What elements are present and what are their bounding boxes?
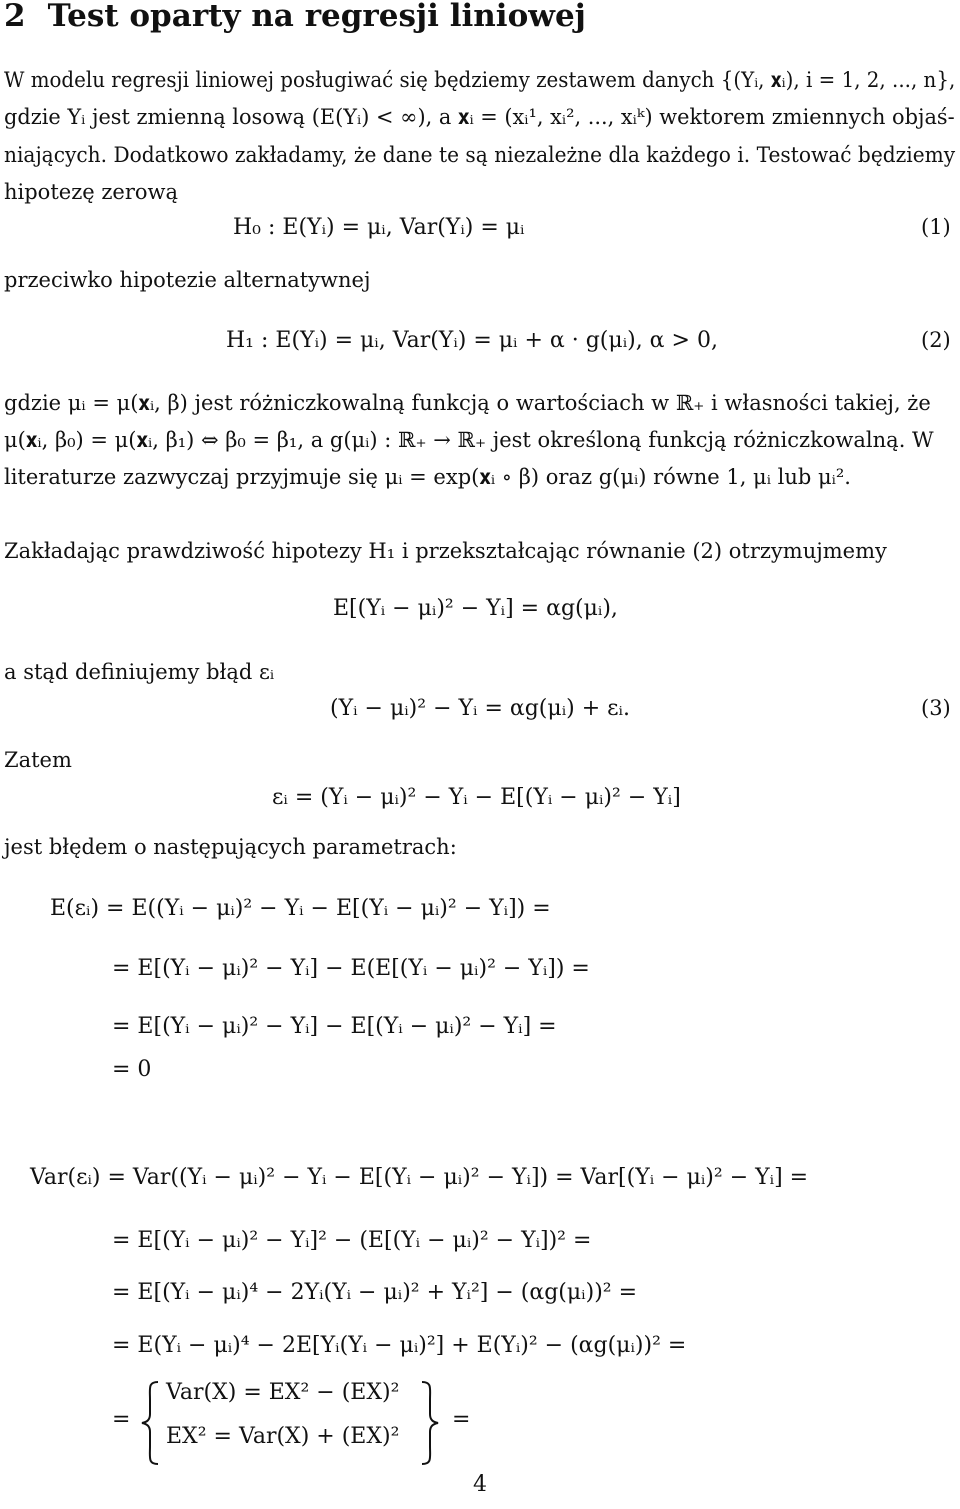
paragraph-1-line-3: niających. Dodatkowo zakładamy, że dane te są niezależne dla każdego i. Testować będziemy	[4, 143, 956, 167]
variance-line-3: = E[(Yᵢ − μᵢ)⁴ − 2Yᵢ(Yᵢ − μᵢ)² + Yᵢ²] − (αg(μᵢ))² =	[112, 1280, 638, 1305]
brace-block-prefix: =	[112, 1407, 131, 1432]
brace-block-line-2: EX² = Var(X) + (EX)²	[166, 1424, 400, 1449]
equation-epsilon: εᵢ = (Yᵢ − μᵢ)² − Yᵢ − E[(Yᵢ − μᵢ)² − Yᵢ]	[272, 785, 681, 810]
equation-2: H₁ : E(Yᵢ) = μᵢ, Var(Yᵢ) = μᵢ + α · g(μᵢ), α > 0,	[226, 328, 718, 353]
section-title: Test oparty na regresji liniowej	[47, 0, 586, 34]
expectation-line-3: = E[(Yᵢ − μᵢ)² − Yᵢ] − E[(Yᵢ − μᵢ)² − Yᵢ] =	[112, 1014, 557, 1039]
alternative-hypothesis-label: przeciwko hipotezie alternatywnej	[4, 268, 371, 292]
brace-block-suffix: =	[452, 1407, 471, 1432]
brace-block-line-1: Var(X) = EX² − (EX)²	[166, 1380, 400, 1405]
equation-2-number: (2)	[921, 328, 951, 352]
paragraph-2-line-1: gdzie μᵢ = μ(𝐱ᵢ, β) jest różniczkowalną funkcją o wartościach w ℝ₊ i własności takiej, że	[4, 391, 931, 415]
equation-3-number: (3)	[921, 696, 951, 720]
variance-line-4: = E(Yᵢ − μᵢ)⁴ − 2E[Yᵢ(Yᵢ − μᵢ)²] + E(Yᵢ)² − (αg(μᵢ))² =	[112, 1333, 687, 1358]
equation-1-number: (1)	[921, 215, 951, 239]
paragraph-1-line-2: gdzie Yᵢ jest zmienną losową (E(Yᵢ) < ∞), a 𝐱ᵢ = (xᵢ¹, xᵢ², ..., xᵢᵏ) wektorem zmiennych objaś-	[4, 105, 955, 129]
left-brace	[138, 1380, 162, 1466]
expectation-line-2: = E[(Yᵢ − μᵢ)² − Yᵢ] − E(E[(Yᵢ − μᵢ)² − Yᵢ]) =	[112, 956, 590, 981]
parameters-label: jest błędem o następujących parametrach:	[4, 835, 457, 859]
section-heading	[4, 0, 586, 34]
paragraph-1-line-4: hipotezę zerową	[4, 180, 179, 204]
paragraph-2-line-2: μ(𝐱ᵢ, β₀) = μ(𝐱ᵢ, β₁) ⇔ β₀ = β₁, a g(μᵢ) : ℝ₊ → ℝ₊ jest określoną funkcją różniczkowalną. W	[4, 428, 934, 452]
paragraph-2-line-3: literaturze zazwyczaj przyjmuje się μᵢ = exp(𝐱ᵢ ∘ β) oraz g(μᵢ) równe 1, μᵢ lub μᵢ².	[4, 465, 851, 489]
page-number: 4	[473, 1472, 487, 1497]
equation-expectation: E[(Yᵢ − μᵢ)² − Yᵢ] = αg(μᵢ),	[333, 596, 618, 621]
variance-line-1: Var(εᵢ) = Var((Yᵢ − μᵢ)² − Yᵢ − E[(Yᵢ − μᵢ)² − Yᵢ]) = Var[(Yᵢ − μᵢ)² − Yᵢ] =	[30, 1165, 809, 1190]
equation-3: (Yᵢ − μᵢ)² − Yᵢ = αg(μᵢ) + εᵢ.	[330, 696, 630, 721]
paragraph-3: Zakładając prawdziwość hipotezy H₁ i przekształcając równanie (2) otrzymujmemy	[4, 539, 887, 563]
expectation-line-4: = 0	[112, 1057, 152, 1082]
error-definition-label: a stąd definiujemy błąd εᵢ	[4, 660, 275, 684]
zatem-label: Zatem	[4, 748, 72, 772]
section-number: 2	[4, 0, 26, 34]
expectation-line-1: E(εᵢ) = E((Yᵢ − μᵢ)² − Yᵢ − E[(Yᵢ − μᵢ)² − Yᵢ]) =	[50, 896, 551, 921]
variance-line-2: = E[(Yᵢ − μᵢ)² − Yᵢ]² − (E[(Yᵢ − μᵢ)² − Yᵢ])² =	[112, 1228, 592, 1253]
right-brace	[418, 1380, 442, 1466]
equation-1: H₀ : E(Yᵢ) = μᵢ, Var(Yᵢ) = μᵢ	[233, 215, 525, 240]
paragraph-1-line-1: W modelu regresji liniowej posługiwać się będziemy zestawem danych {(Yᵢ, 𝐱ᵢ), i = 1, 2, ..., n},	[4, 68, 956, 92]
